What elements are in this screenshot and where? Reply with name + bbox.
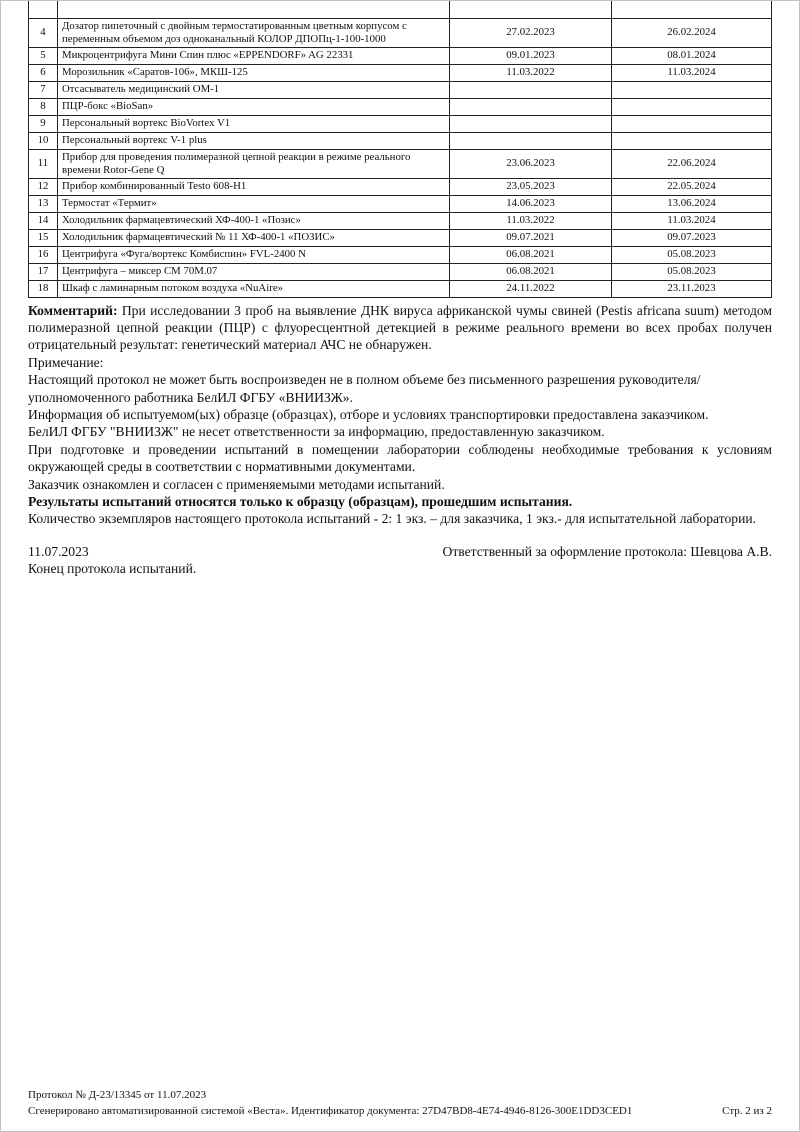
row-cal-date: 23.06.2023 [450,149,612,178]
row-name: Морозильник «Саратов-106», МКШ-125 [58,64,450,81]
row-num: 4 [29,18,58,47]
cut-cell [612,1,772,18]
note-line: Количество экземпляров настоящего протокола испытаний - 2: 1 экз. – для заказчика, 1 экз.- для испытательной лаборатории. [28,511,757,527]
footer-generated-by: Сгенерировано автоматизированной системой «Веста». Идентификатор документа: 27D47BD8-4E74-4946-8126-300E1DD3CED1 [28,1105,633,1117]
row-cal-date: 09.07.2021 [450,229,612,246]
note-line: Заказчик ознакомлен и согласен с применяемыми методами испытаний. [28,476,445,492]
row-num: 12 [29,178,58,195]
notes-heading: Примечание: [28,354,104,370]
table-row [29,229,772,246]
row-due-date [612,132,772,149]
document-body [1,302,799,578]
comment-text: При исследовании 3 проб на выявление ДНК вируса африканской чумы свиней (Pestis africana suum) методом полимеразной цепной реакции (ПЦР) с флуоресцентной детекцией в режиме реального времени во всех пробах получен отрицательный результат: генетический материал АЧС не обнаружен. [28,302,772,353]
signoff-row [28,543,772,560]
table-row [29,263,772,280]
row-cal-date: 24.11.2022 [450,280,612,297]
cut-cell [29,1,58,18]
row-due-date [612,115,772,132]
table-row [29,178,772,195]
row-due-date: 05.08.2023 [612,246,772,263]
row-due-date: 13.06.2024 [612,195,772,212]
row-name: Прибор для проведения полимеразной цепной реакции в режиме реального времени Rotor-Gene Q [58,149,450,178]
row-num: 9 [29,115,58,132]
row-cal-date: 06.08.2021 [450,263,612,280]
row-name: Центрифуга «Фуга/вортекс Комбиспин» FVL-2400 N [58,246,450,263]
row-name: Прибор комбинированный Testo 608-Н1 [58,178,450,195]
row-due-date: 11.03.2024 [612,64,772,81]
table-row [29,246,772,263]
cut-cell [58,1,450,18]
row-due-date [612,81,772,98]
table-row [29,132,772,149]
footer-page-number: Стр. 2 из 2 [722,1105,772,1117]
equipment-table-body [29,1,772,297]
note-line: Информация об испытуемом(ых) образце (образцах), отборе и условиях транспортировки предоставлена заказчиком. [28,406,709,422]
row-due-date: 22.05.2024 [612,178,772,195]
comment-paragraph [28,302,772,354]
footer-protocol-number: Протокол № Д-23/13345 от 11.07.2023 [28,1089,207,1101]
row-cal-date [450,132,612,149]
table-row [29,149,772,178]
row-cal-date: 06.08.2021 [450,246,612,263]
row-cal-date: 09.01.2023 [450,47,612,64]
row-num: 13 [29,195,58,212]
row-name: Холодильник фармацевтический № 11 ХФ-400-1 «ПОЗИС» [58,229,450,246]
row-due-date: 23.11.2023 [612,280,772,297]
row-due-date: 09.07.2023 [612,229,772,246]
row-due-date: 11.03.2024 [612,212,772,229]
row-num: 5 [29,47,58,64]
row-num: 15 [29,229,58,246]
page-footer [1,1087,799,1119]
row-num: 18 [29,280,58,297]
row-name: Центрифуга – миксер СМ 70М.07 [58,263,450,280]
row-name: Отсасыватель медицинский ОМ-1 [58,81,450,98]
row-name: ПЦР-бокс «BioSan» [58,98,450,115]
row-num: 10 [29,132,58,149]
row-name: Термостат «Термит» [58,195,450,212]
row-cal-date: 11.03.2022 [450,64,612,81]
comment-label: Комментарий: [28,302,118,318]
row-cal-date: 11.03.2022 [450,212,612,229]
note-line: БелИЛ ФГБУ "ВНИИЗЖ" не несет ответственности за информацию, предоставленную заказчиком. [28,424,605,440]
cut-cell [450,1,612,18]
row-due-date: 05.08.2023 [612,263,772,280]
table-row [29,212,772,229]
equipment-table [28,1,772,298]
row-cal-date: 27.02.2023 [450,18,612,47]
row-cal-date: 14.06.2023 [450,195,612,212]
row-due-date: 22.06.2024 [612,149,772,178]
row-name: Микроцентрифуга Мини Спин плюс «EPPENDORF» AG 22331 [58,47,450,64]
row-cal-date [450,81,612,98]
row-cal-date: 23.05.2023 [450,178,612,195]
row-num: 16 [29,246,58,263]
signoff-responsible: Ответственный за оформление протокола: Шевцова А.В. [442,543,772,559]
row-num: 8 [29,98,58,115]
row-cal-date [450,98,612,115]
table-row [29,64,772,81]
end-of-protocol: Конец протокола испытаний. [28,561,197,577]
table-row [29,115,772,132]
table-row [29,195,772,212]
signoff-date: 11.07.2023 [28,543,89,559]
row-num: 17 [29,263,58,280]
row-name: Холодильник фармацевтический ХФ-400-1 «Позис» [58,212,450,229]
row-due-date [612,98,772,115]
row-cal-date [450,115,612,132]
table-cut-row [29,1,772,18]
note-line: Результаты испытаний относятся только к образцу (образцам), прошедшим испытания. [28,493,573,509]
row-num: 14 [29,212,58,229]
row-due-date: 08.01.2024 [612,47,772,64]
table-row [29,81,772,98]
row-name: Шкаф с ламинарным потоком воздуха «NuAire» [58,280,450,297]
notes-section [28,371,772,528]
table-row [29,280,772,297]
table-row [29,47,772,64]
row-name: Дозатор пипеточный с двойным термостатированным цветным корпусом с переменным объемом доз одноканальный КОЛОР ДПОПц-1-100-1000 [58,18,450,47]
row-num: 6 [29,64,58,81]
note-line: Настоящий протокол не может быть воспроизведен не в полном объеме без письменного разрешения руководителя/уполномоченного работника БелИЛ ФГБУ «ВНИИЗЖ». [28,372,701,405]
row-num: 11 [29,149,58,178]
row-name: Персональный вортекс V-1 plus [58,132,450,149]
note-line: При подготовке и проведении испытаний в помещении лаборатории соблюдены необходимые требования к условиям окружающей среды в соответствии с нормативными документами. [28,441,772,475]
row-num: 7 [29,81,58,98]
table-row [29,18,772,47]
row-due-date: 26.02.2024 [612,18,772,47]
row-name: Персональный вортекс BioVortex V1 [58,115,450,132]
table-row [29,98,772,115]
